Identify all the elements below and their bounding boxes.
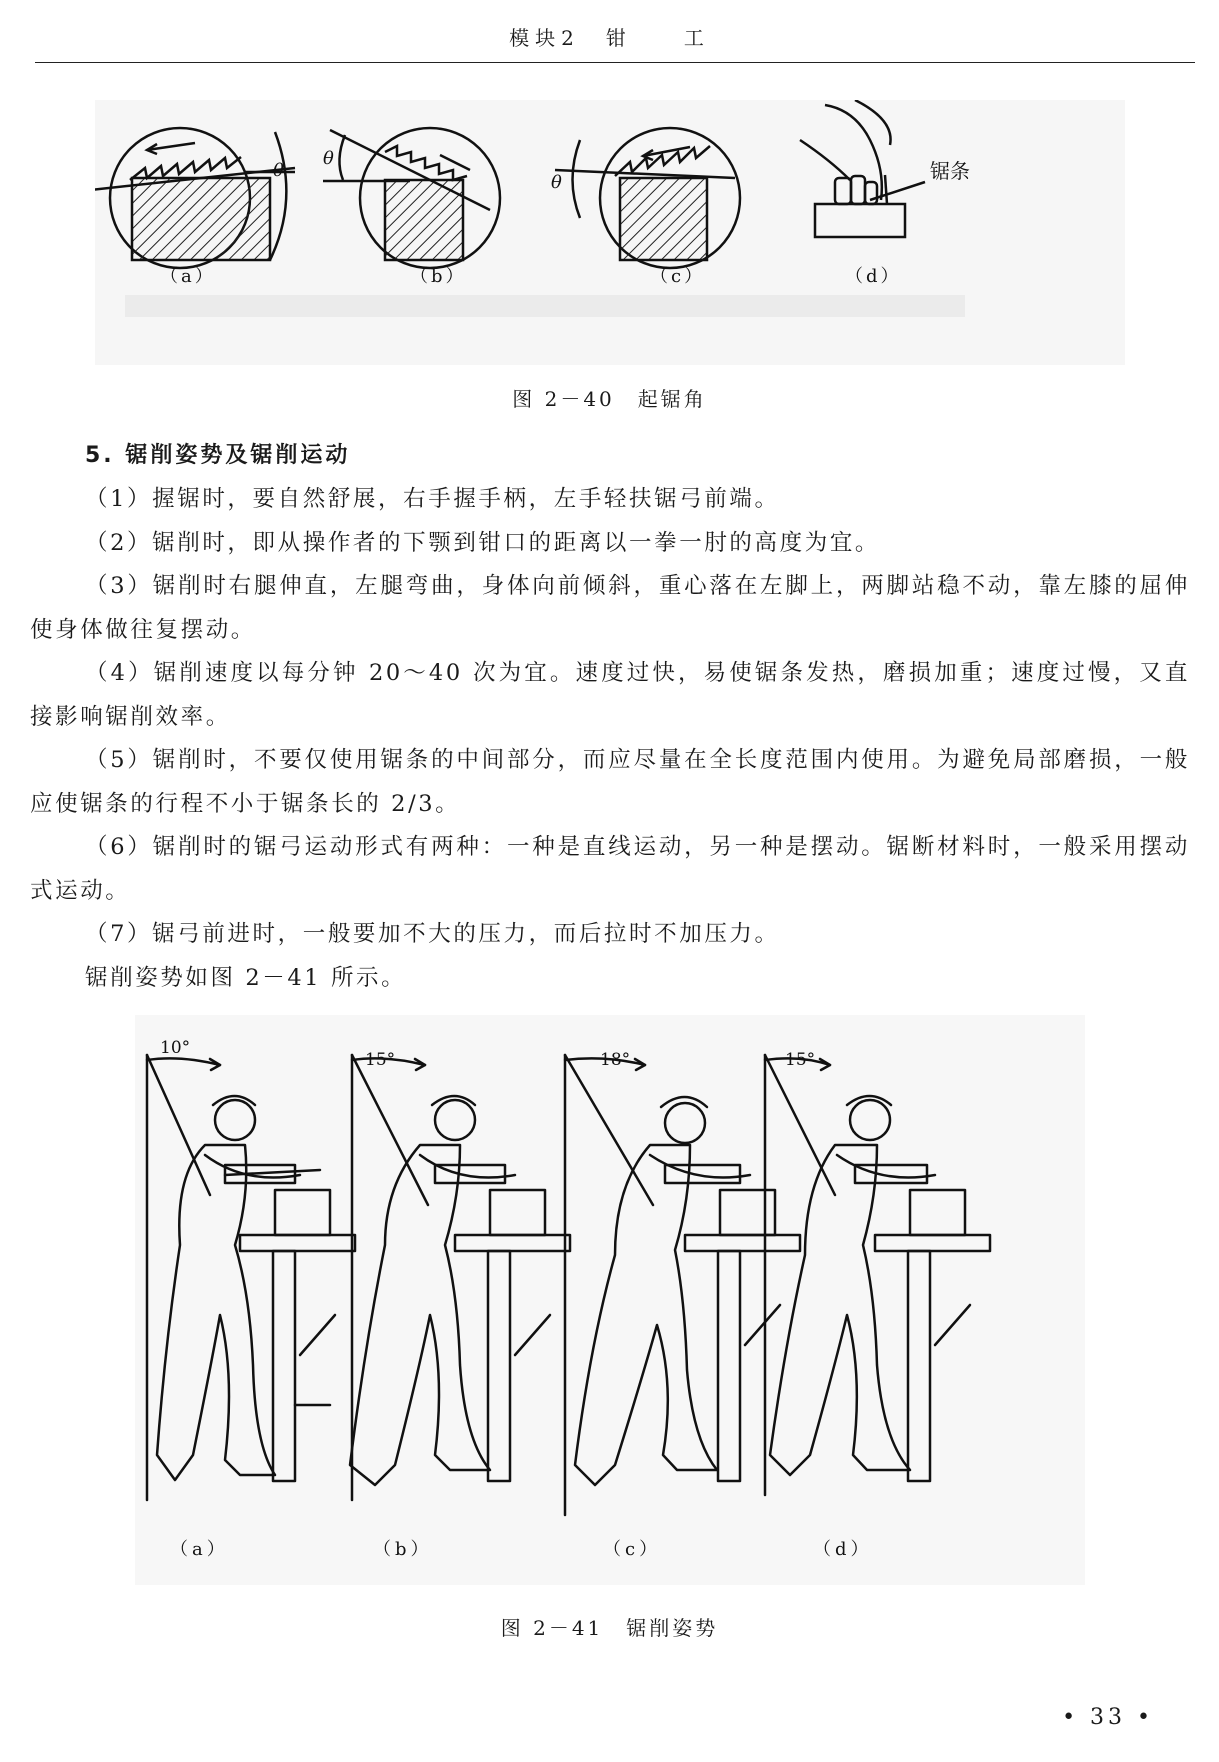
panel-label-d: （d） <box>845 266 902 287</box>
paragraph-2: （2）锯削时，即从操作者的下颚到钳口的距离以一拳一肘的高度为宜。 <box>85 529 881 556</box>
pose-label-a: （a） <box>170 1539 229 1560</box>
angle-label-c: 18° <box>600 1050 631 1070</box>
panel-label-b: （b） <box>410 266 467 287</box>
hand-guided-start-d <box>800 100 925 237</box>
worker-posture-a <box>147 1055 355 1500</box>
paragraph-1: （1）握锯时，要自然舒展，右手握手柄，左手轻扶锯弓前端。 <box>85 486 780 512</box>
angle-label-d: 15° <box>785 1050 816 1070</box>
worker-posture-d <box>765 1055 990 1495</box>
saw-start-diagram-b <box>323 128 500 268</box>
paragraph-5: （5）锯削时，不要仅使用锯条的中间部分，而应尽量在全长度范围内使用。为避免局部磨损，一般应使锯条的行程不小于锯条长的 2/3。 <box>30 747 1190 817</box>
header-rule <box>35 62 1195 63</box>
section-title: 5. 锯削姿势及锯削运动 <box>85 443 351 468</box>
paragraph-4: （4）锯削速度以每分钟 20～40 次为宜。速度过快，易使锯条发热，磨损加重；速度过慢，又直接影响锯削效率。 <box>30 660 1190 730</box>
angle-label-b: 15° <box>365 1050 396 1070</box>
paragraph-7: （7）锯弓前进时，一般要加不大的压力，而后拉时不加压力。 <box>85 921 780 947</box>
theta-label-b: θ <box>323 148 334 169</box>
running-header: 模块2 钳 工 <box>509 26 710 50</box>
saw-blade-label: 锯条 <box>930 159 970 183</box>
figure-2-41 <box>135 1015 1085 1585</box>
pose-label-b: （b） <box>373 1539 433 1560</box>
pose-label-c: （c） <box>603 1539 662 1560</box>
angle-label-a: 10° <box>160 1038 191 1058</box>
figure-2-41-caption: 图 2－41 锯削姿势 <box>500 1616 719 1640</box>
paragraph-6: （6）锯削时的锯弓运动形式有两种：一种是直线运动，另一种是摆动。锯断材料时，一般采用摆动式运动。 <box>30 834 1190 904</box>
theta-label-c: θ <box>551 172 562 193</box>
theta-label-a: θ <box>273 160 284 181</box>
page-number: • 33 • <box>1062 1705 1154 1730</box>
panel-label-a: （a） <box>160 266 216 287</box>
figure-2-40-caption: 图 2－40 起锯角 <box>512 387 707 411</box>
saw-start-diagram-c <box>555 128 740 268</box>
pose-label-d: （d） <box>813 1539 873 1560</box>
paragraph-3: （3）锯削时右腿伸直，左腿弯曲，身体向前倾斜，重心落在左脚上，两脚站稳不动，靠左膝的屈伸使身体做往复摆动。 <box>30 573 1190 643</box>
saw-start-diagram-a <box>95 128 295 268</box>
body-text <box>30 478 1190 1000</box>
worker-posture-b <box>350 1055 570 1500</box>
figure-2-40 <box>95 100 1125 365</box>
paragraph-8: 锯削姿势如图 2－41 所示。 <box>85 964 407 991</box>
panel-label-c: （c） <box>650 266 706 287</box>
